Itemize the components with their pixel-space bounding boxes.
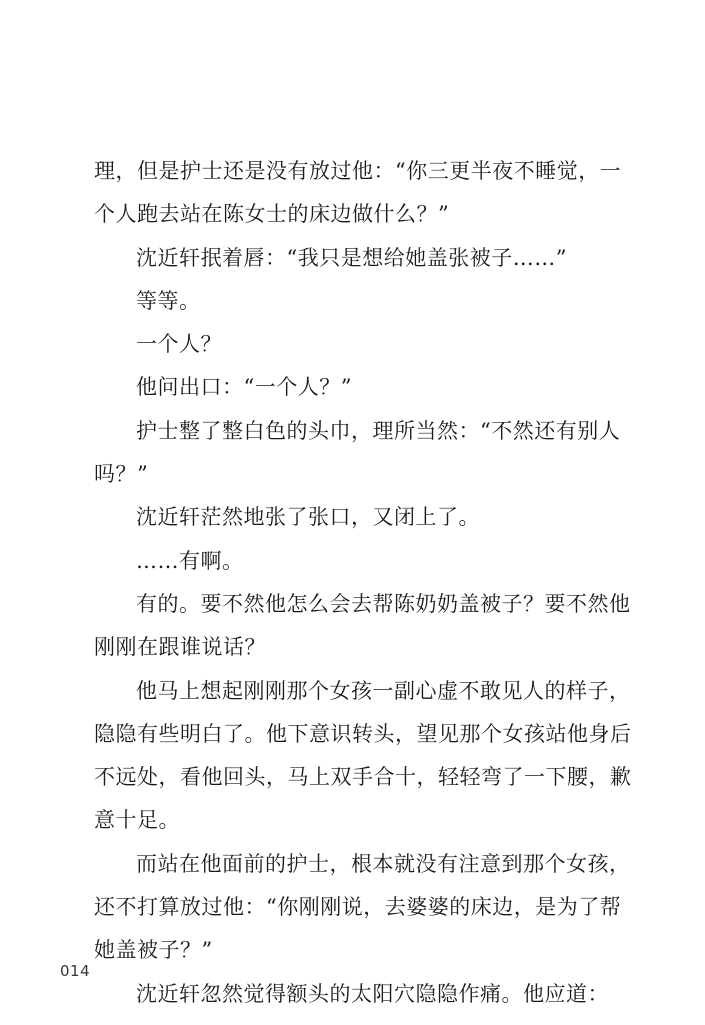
- text-line: 他马上想起刚刚那个女孩一副心虚不敢见人的样子，: [136, 678, 631, 703]
- text-line: 护士整了整白色的头巾，理所当然：“不然还有别人: [136, 418, 621, 443]
- text-line: 刚刚在跟谁说话？: [94, 635, 266, 660]
- text-line: 有的。要不然他怎么会去帮陈奶奶盖被子？要不然他: [136, 591, 631, 616]
- text-line: 而站在他面前的护士，根本就没有注意到那个女孩，: [136, 851, 631, 876]
- text-line: 沈近轩抿着唇：“我只是想给她盖张被子……”: [136, 245, 567, 270]
- page-number: 014: [60, 962, 91, 980]
- text-line: 一个人？: [136, 332, 222, 357]
- text-line: 还不打算放过他：“你刚刚说，去婆婆的床边，是为了帮: [94, 895, 622, 920]
- body-text: [94, 150, 632, 1016]
- text-line: 他问出口：“一个人？”: [136, 375, 352, 400]
- text-line: 理，但是护士还是没有放过他：“你三更半夜不睡觉，一: [94, 159, 622, 183]
- text-line: 个人跑去站在陈女士的床边做什么？”: [94, 202, 450, 227]
- text-line: 隐隐有些明白了。他下意识转头，望见那个女孩站他身后: [94, 721, 632, 746]
- text-line: ……有啊。: [136, 548, 244, 573]
- text-line: 沈近轩茫然地张了张口，又闭上了。: [136, 505, 480, 530]
- text-line: 意十足。: [94, 808, 180, 833]
- text-line: 等等。: [136, 288, 201, 313]
- text-line: 吗？”: [94, 462, 149, 487]
- text-line: 沈近轩忽然觉得额头的太阳穴隐隐作痛。他应道：: [136, 981, 609, 1006]
- text-line: 她盖被子？”: [94, 938, 213, 963]
- text-line: 不远处，看他回头，马上双手合十，轻轻弯了一下腰，歉: [94, 765, 632, 790]
